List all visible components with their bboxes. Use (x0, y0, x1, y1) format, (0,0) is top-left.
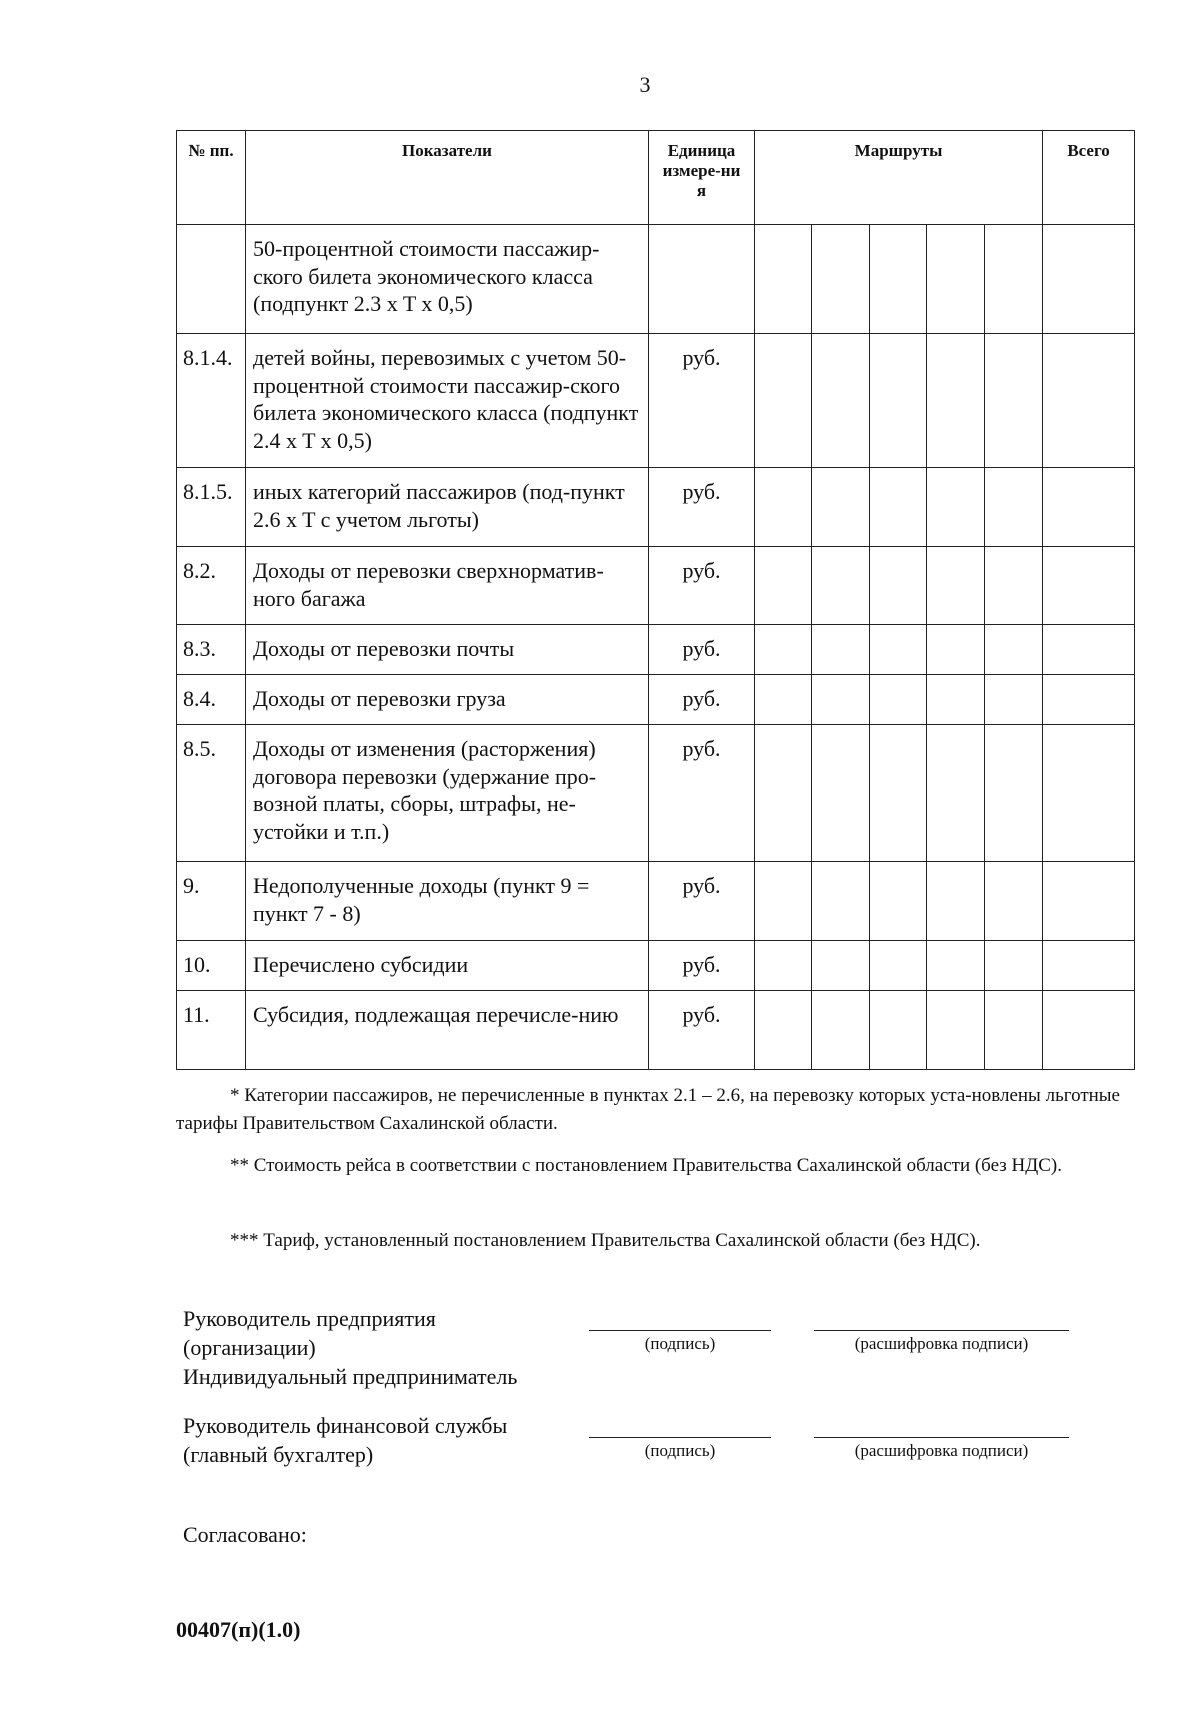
table-row (177, 991, 1135, 1070)
footnote-2: ** Стоимость рейса в соответствии с постановлением Правительства Сахалинской области (без НДС). (230, 1155, 1062, 1176)
route-cell (812, 334, 870, 468)
table-row (177, 334, 1135, 468)
table-row (177, 468, 1135, 547)
row-unit: руб. (649, 991, 755, 1070)
route-cell (755, 862, 812, 941)
finance-signature-label (183, 1411, 507, 1469)
route-cell (755, 625, 812, 675)
document-code: 00407(п)(1.0) (176, 1617, 301, 1642)
row-number (177, 225, 246, 334)
total-cell (1043, 225, 1135, 334)
route-cell (870, 334, 927, 468)
head-line2: (организации) (183, 1335, 316, 1360)
row-indicator: Субсидия, подлежащая перечисле-нию (246, 991, 649, 1070)
route-cell (755, 941, 812, 991)
route-cell (755, 334, 812, 468)
row-unit: руб. (649, 862, 755, 941)
route-cell (812, 991, 870, 1070)
route-cell (870, 225, 927, 334)
row-number: 10. (177, 941, 246, 991)
head-decoding-caption: (расшифровка подписи) (854, 1334, 1029, 1353)
table-header-row (177, 131, 1135, 225)
total-cell (1043, 991, 1135, 1070)
route-cell (870, 941, 927, 991)
route-cell (927, 547, 985, 625)
route-cell (985, 725, 1043, 862)
row-indicator: Доходы от перевозки груза (246, 675, 649, 725)
route-cell (985, 547, 1043, 625)
route-cell (812, 725, 870, 862)
route-cell (812, 225, 870, 334)
route-cell (927, 862, 985, 941)
finance-decoding-line (814, 1437, 1069, 1438)
route-cell (755, 725, 812, 862)
route-cell (755, 675, 812, 725)
header-unit (649, 131, 755, 225)
finance-signature-caption: (подпись) (644, 1441, 716, 1460)
total-cell (1043, 725, 1135, 862)
route-cell (812, 468, 870, 547)
footnote-3: *** Тариф, установленный постановлением Правительства Сахалинской области (без НДС). (230, 1230, 981, 1251)
route-cell (755, 225, 812, 334)
route-cell (812, 941, 870, 991)
table-row (177, 725, 1135, 862)
total-cell (1043, 547, 1135, 625)
route-cell (870, 547, 927, 625)
row-number: 11. (177, 991, 246, 1070)
page-number: 3 (639, 72, 651, 97)
total-cell (1043, 625, 1135, 675)
finance-line1: Руководитель финансовой службы (183, 1413, 508, 1438)
route-cell (927, 675, 985, 725)
row-unit: руб. (649, 941, 755, 991)
route-cell (985, 468, 1043, 547)
total-cell (1043, 862, 1135, 941)
header-unit-text: Единица измере-ния (662, 141, 741, 200)
row-unit: руб. (649, 468, 755, 547)
finance-line2: (главный бухгалтер) (183, 1442, 374, 1467)
total-cell (1043, 468, 1135, 547)
finance-decoding-caption: (расшифровка подписи) (854, 1441, 1029, 1460)
table-row (177, 941, 1135, 991)
approved-label: Согласовано: (183, 1522, 307, 1547)
head-signature-line (589, 1330, 771, 1331)
route-cell (927, 725, 985, 862)
route-cell (812, 625, 870, 675)
head-signature-label (183, 1304, 517, 1391)
row-unit: руб. (649, 625, 755, 675)
row-indicator: Доходы от изменения (расторжения) договора перевозки (удержание про-возной платы, сборы, штрафы, не-устойки и т.п.) (246, 725, 649, 862)
table-row (177, 225, 1135, 334)
head-signature-caption: (подпись) (644, 1334, 716, 1353)
row-indicator: Доходы от перевозки сверхнорматив-ного багажа (246, 547, 649, 625)
total-cell (1043, 675, 1135, 725)
row-number: 9. (177, 862, 246, 941)
indicators-table (176, 130, 1135, 1070)
route-cell (755, 547, 812, 625)
route-cell (812, 547, 870, 625)
header-routes: Маршруты (755, 131, 1043, 225)
total-cell (1043, 334, 1135, 468)
route-cell (927, 625, 985, 675)
row-number: 8.4. (177, 675, 246, 725)
route-cell (985, 225, 1043, 334)
header-num: № пп. (177, 131, 246, 225)
route-cell (927, 468, 985, 547)
total-cell (1043, 941, 1135, 991)
header-indicators: Показатели (246, 131, 649, 225)
route-cell (755, 991, 812, 1070)
route-cell (985, 334, 1043, 468)
row-unit (649, 225, 755, 334)
route-cell (927, 991, 985, 1070)
route-cell (755, 468, 812, 547)
route-cell (812, 675, 870, 725)
row-indicator: 50-процентной стоимости пассажир-ского билета экономического класса (подпункт 2.3 x T x 0,5) (246, 225, 649, 334)
route-cell (927, 225, 985, 334)
row-indicator: иных категорий пассажиров (под-пункт 2.6 x T с учетом льготы) (246, 468, 649, 547)
row-number: 8.5. (177, 725, 246, 862)
row-unit: руб. (649, 334, 755, 468)
route-cell (870, 625, 927, 675)
route-cell (985, 941, 1043, 991)
route-cell (870, 725, 927, 862)
row-unit: руб. (649, 725, 755, 862)
route-cell (870, 991, 927, 1070)
route-cell (870, 468, 927, 547)
head-line3: Индивидуальный предприниматель (183, 1364, 518, 1389)
table-row (177, 625, 1135, 675)
row-number: 8.3. (177, 625, 246, 675)
row-indicator: Перечислено субсидии (246, 941, 649, 991)
footnote-1: * Категории пассажиров, не перечисленные в пунктах 2.1 – 2.6, на перевозку которых уста-новлены льготные тарифы Правительством Сахалинской области. (176, 1085, 1120, 1134)
route-cell (812, 862, 870, 941)
table-row (177, 547, 1135, 625)
finance-signature-line (589, 1437, 771, 1438)
route-cell (927, 334, 985, 468)
row-indicator: детей войны, перевозимых с учетом 50-процентной стоимости пассажир-ского билета экономического класса (подпункт 2.4 x T x 0,5) (246, 334, 649, 468)
head-decoding-line (814, 1330, 1069, 1331)
route-cell (927, 941, 985, 991)
route-cell (985, 991, 1043, 1070)
route-cell (870, 675, 927, 725)
row-unit: руб. (649, 547, 755, 625)
header-total: Всего (1043, 131, 1135, 225)
row-indicator: Доходы от перевозки почты (246, 625, 649, 675)
row-number: 8.1.5. (177, 468, 246, 547)
row-unit: руб. (649, 675, 755, 725)
route-cell (985, 625, 1043, 675)
row-number: 8.2. (177, 547, 246, 625)
head-line1: Руководитель предприятия (183, 1306, 436, 1331)
route-cell (985, 862, 1043, 941)
table-row (177, 862, 1135, 941)
row-number: 8.1.4. (177, 334, 246, 468)
route-cell (870, 862, 927, 941)
row-indicator: Недополученные доходы (пункт 9 = пункт 7 - 8) (246, 862, 649, 941)
table-row (177, 675, 1135, 725)
route-cell (985, 675, 1043, 725)
